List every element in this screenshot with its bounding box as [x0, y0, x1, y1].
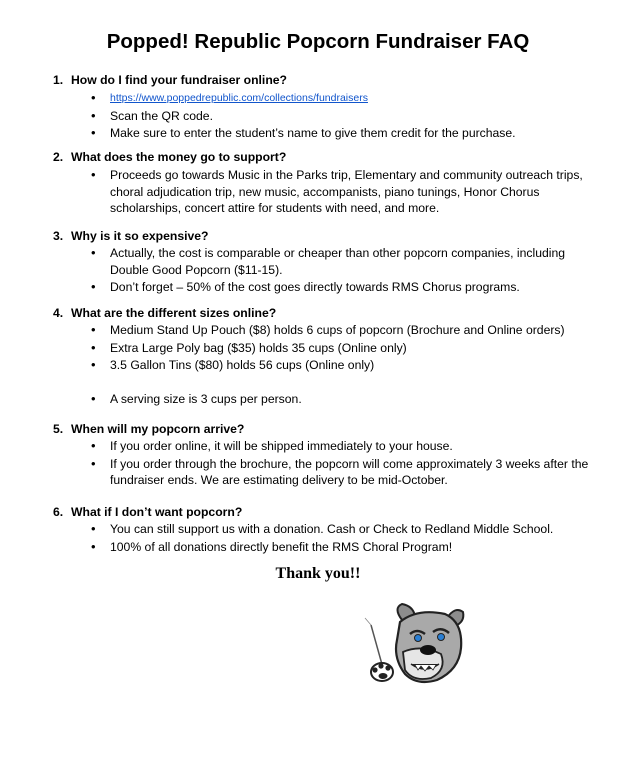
- question-3: 3. Why is it so expensive?: [53, 229, 209, 243]
- answer-list-6: [0, 521, 583, 556]
- list-item: • Proceeds go towards Music in the Parks trip, Elementary and community outreach trips, choral adjudication trip, new music, accompanists, piano tunings, Honor Chorus scholarships, concert attire for students with need, and more.: [0, 167, 636, 217]
- answer-list-1: [0, 90, 546, 143]
- answer-list-4: [0, 322, 595, 408]
- question-2: 2. What does the money go to support?: [53, 150, 287, 164]
- list-item: • Make sure to enter the student’s name to give them credit for the purchase.: [0, 125, 546, 142]
- list-item: • If you order online, it will be shipped immediately to your house.: [0, 438, 636, 455]
- answer-list-5: [0, 438, 636, 490]
- page-title: Popped! Republic Popcorn Fundraiser FAQ: [106, 30, 530, 53]
- list-item: • Extra Large Poly bag ($35) holds 35 cups (Online only): [0, 340, 595, 357]
- question-5: 5. When will my popcorn arrive?: [53, 422, 245, 436]
- question-6: 6. What if I don’t want popcorn?: [53, 505, 243, 519]
- answer-list-2: [0, 167, 636, 218]
- list-item: • 3.5 Gallon Tins ($80) holds 56 cups (Online only): [0, 357, 595, 374]
- list-item: • Actually, the cost is comparable or cheaper than other popcorn companies, including Double Good Popcorn ($11-15).: [0, 245, 636, 278]
- list-item: • Scan the QR code.: [0, 108, 546, 125]
- question-1: 1. How do I find your fundraiser online?: [53, 73, 287, 87]
- list-item: • If you order through the brochure, the popcorn will come approximately 3 weeks after the fundraiser ends. We are estimating delivery to be mid-October.: [0, 456, 636, 489]
- list-item: • Don’t forget – 50% of the cost goes directly towards RMS Chorus programs.: [0, 279, 636, 296]
- list-item: • 100% of all donations directly benefit the RMS Choral Program!: [0, 539, 583, 556]
- list-item: • You can still support us with a donation. Cash or Check to Redland Middle School.: [0, 521, 583, 538]
- closing-text: Thank you!!: [275, 565, 361, 582]
- list-item: • Medium Stand Up Pouch ($8) holds 6 cups of popcorn (Brochure and Online orders): [0, 322, 595, 339]
- bulldog-mascot-icon: [355, 600, 470, 690]
- fundraiser-link[interactable]: • https://www.poppedrepublic.com/collections/fundraisers: [0, 90, 546, 107]
- question-4: 4. What are the different sizes online?: [53, 306, 277, 320]
- list-item: • A serving size is 3 cups per person.: [0, 391, 595, 408]
- answer-list-3: [0, 245, 636, 297]
